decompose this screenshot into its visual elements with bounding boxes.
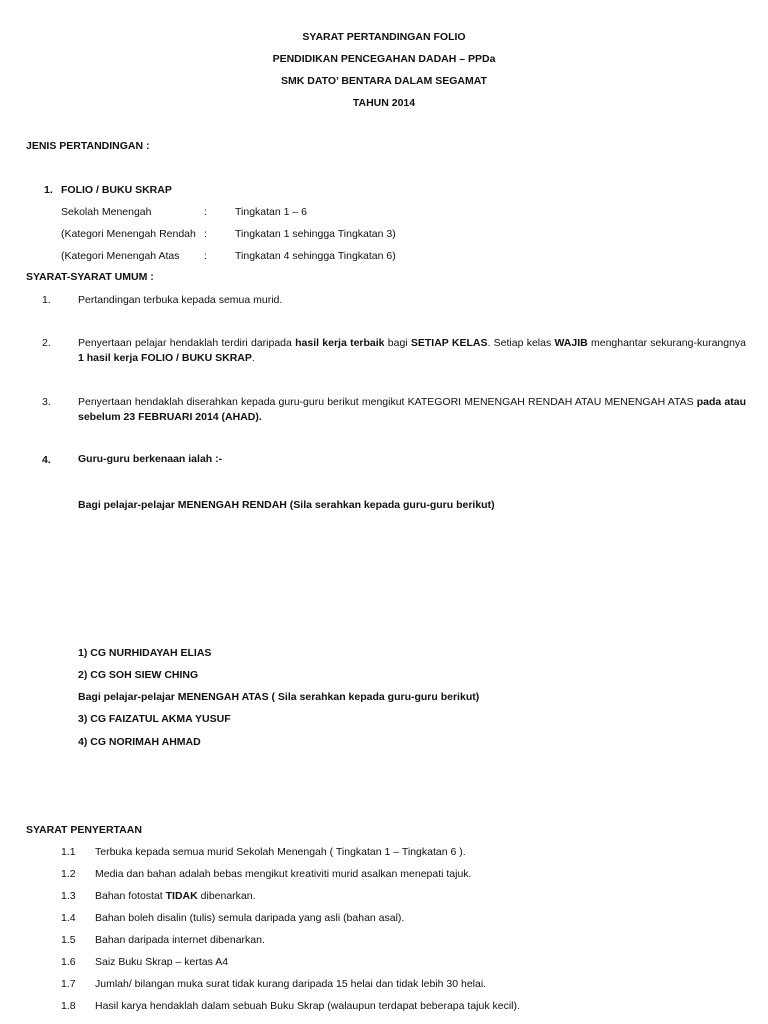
category-separator: : — [204, 206, 207, 218]
penyertaan-heading: SYARAT PENYERTAAN — [26, 824, 142, 836]
item-number: 1.3 — [61, 890, 76, 902]
item-number: 1.6 — [61, 956, 76, 968]
item-number: 1.1 — [61, 846, 76, 858]
year: TAHUN 2014 — [352, 97, 416, 109]
jenis-heading: JENIS PERTANDINGAN : — [26, 140, 150, 152]
list-item: Saiz Buku Skrap – kertas A4 — [95, 956, 229, 968]
item-number: 1.7 — [61, 978, 76, 990]
item-number: 1.4 — [61, 912, 76, 924]
list-item: Bahan boleh disalin (tulis) semula daripada yang asli (bahan asal). — [95, 912, 405, 924]
list-item: Bahan daripada internet dibenarkan. — [95, 934, 265, 946]
list-item: Media dan bahan adalah bebas mengikut kreativiti murid asalkan menepati tajuk. — [95, 868, 472, 880]
rule-1-text: Pertandingan terbuka kepada semua murid. — [78, 294, 283, 306]
category-label: Sekolah Menengah — [61, 206, 152, 218]
list-item: Jumlah/ bilangan muka surat tidak kurang daripada 15 helai dan tidak lebih 30 helai. — [95, 978, 487, 990]
item-number: 4. — [42, 454, 51, 466]
list-item: Hasil karya hendaklah dalam sebuah Buku Skrap (walaupun terdapat beberapa tajuk kecil). — [95, 1000, 520, 1012]
list-item: Terbuka kepada semua murid Sekolah Menengah ( Tingkatan 1 – Tingkatan 6 ). — [95, 846, 466, 858]
item-number: 1.2 — [61, 868, 76, 880]
school-name: SMK DATO’ BENTARA DALAM SEGAMAT — [281, 75, 487, 87]
category-label: (Kategori Menengah Atas — [61, 250, 180, 262]
doc-subtitle: PENDIDIKAN PENCEGAHAN DADAH – PPDa — [272, 53, 496, 65]
rule-2-text: Penyertaan pelajar hendaklah terdiri daripada hasil kerja terbaik bagi SETIAP KELAS. Setiap kelas WAJIB menghantar sekurang-kurangnya 1 hasil kerja FOLIO / BUKU SKRAP. — [78, 337, 747, 364]
category-separator: : — [204, 228, 207, 240]
list-item: Bahan fotostat TIDAK dibenarkan. — [95, 890, 256, 902]
doc-title: SYARAT PERTANDINGAN FOLIO — [302, 31, 466, 43]
category-value: Tingkatan 1 sehingga Tingkatan 3) — [235, 228, 396, 240]
rule-4-text: Guru-guru berkenaan ialah :- — [78, 453, 223, 465]
item-number: 2. — [42, 337, 51, 349]
item-number: 1. — [42, 294, 51, 306]
teacher-item: 3) CG FAIZATUL AKMA YUSUF — [78, 713, 231, 725]
rendah-heading: Bagi pelajar-pelajar MENENGAH RENDAH (Sila serahkan kepada guru-guru berikut) — [78, 499, 495, 511]
rule-3-text: Penyertaan hendaklah diserahkan kepada guru-guru berikut mengikut KATEGORI MENENGAH RENDAH ATAU MENENGAH ATAS pada atau sebelum 23 FEBRUARI 2014 (AHAD). — [78, 396, 747, 423]
category-separator: : — [204, 250, 207, 262]
category-value: Tingkatan 1 – 6 — [235, 206, 307, 218]
jenis-item-title: FOLIO / BUKU SKRAP — [61, 184, 172, 196]
teacher-item: 1) CG NURHIDAYAH ELIAS — [78, 647, 212, 659]
item-number: 3. — [42, 396, 51, 408]
umum-heading: SYARAT-SYARAT UMUM : — [26, 271, 154, 283]
teacher-item: 4) CG NORIMAH AHMAD — [78, 736, 201, 748]
item-number: 1.8 — [61, 1000, 76, 1012]
category-value: Tingkatan 4 sehingga Tingkatan 6) — [235, 250, 396, 262]
atas-heading: Bagi pelajar-pelajar MENENGAH ATAS ( Sila serahkan kepada guru-guru berikut) — [78, 691, 480, 703]
item-number: 1.5 — [61, 934, 76, 946]
category-label: (Kategori Menengah Rendah — [61, 228, 196, 240]
jenis-item-number: 1. — [44, 184, 53, 196]
teacher-item: 2) CG SOH SIEW CHING — [78, 669, 199, 681]
